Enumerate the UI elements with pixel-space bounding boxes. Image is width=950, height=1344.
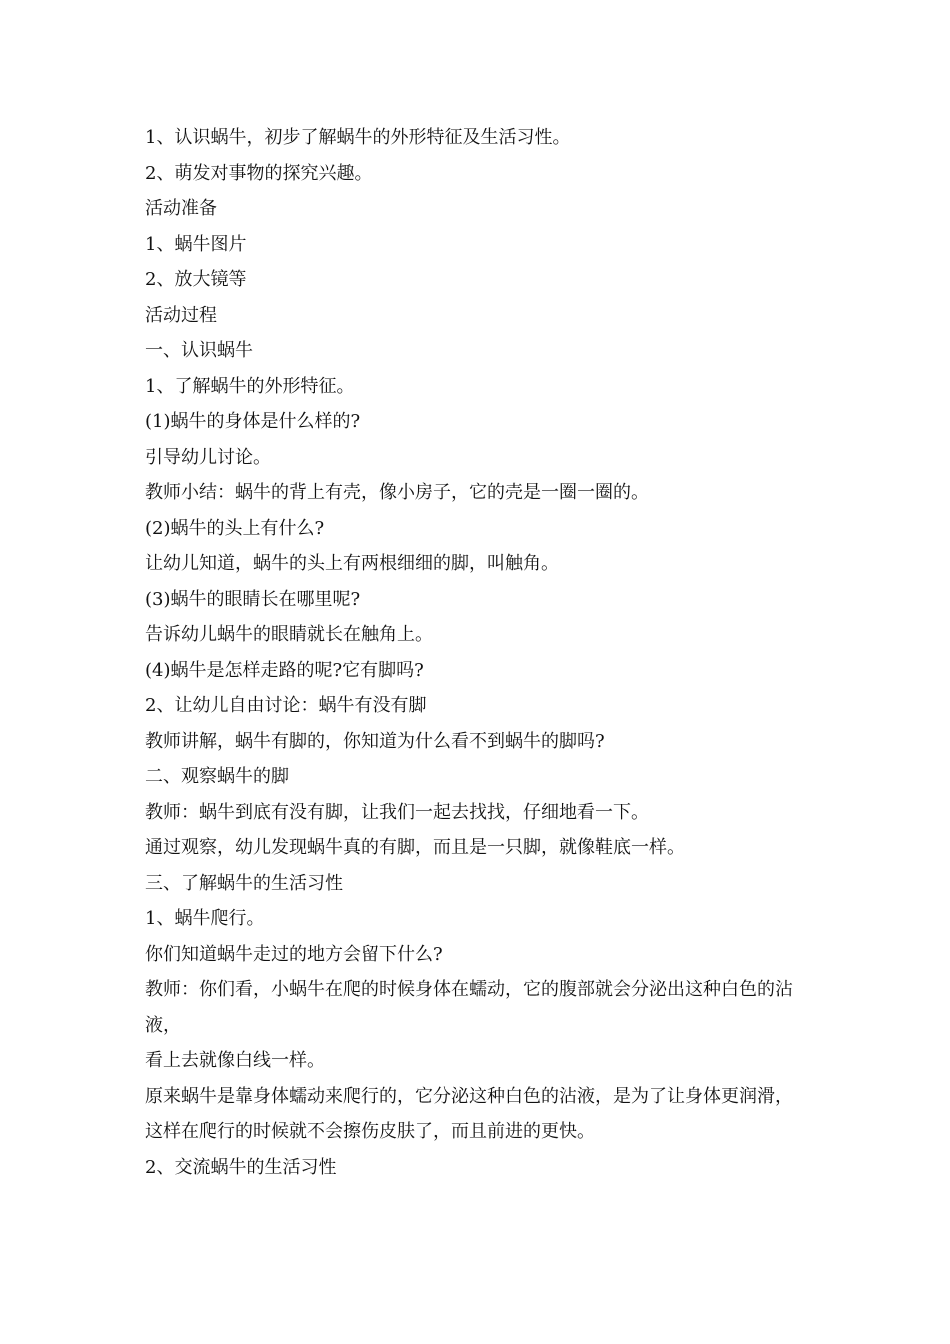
text-line: 1、了解蜗牛的外形特征。: [145, 375, 355, 397]
text-line: 通过观察，幼儿发现蜗牛真的有脚，而且是一只脚，就像鞋底一样。: [145, 837, 685, 858]
text-line: (3)蜗牛的眼睛长在哪里呢?: [145, 588, 361, 610]
text-line: 让幼儿知道，蜗牛的头上有两根细细的脚，叫触角。: [145, 553, 559, 574]
text-line: 教师讲解，蜗牛有脚的，你知道为什么看不到蜗牛的脚吗?: [145, 730, 605, 752]
text-line: (4)蜗牛是怎样走路的呢?它有脚吗?: [145, 659, 424, 681]
text-line: 这样在爬行的时候就不会擦伤皮肤了，而且前进的更快。: [145, 1121, 595, 1142]
section-heading: 活动过程: [145, 304, 217, 326]
text-line: 1、认识蜗牛，初步了解蜗牛的外形特征及生活习性。: [145, 127, 571, 148]
text-line: 看上去就像白线一样。: [145, 1050, 325, 1071]
text-line: (1)蜗牛的身体是什么样的?: [145, 411, 361, 432]
text-line: 教师小结：蜗牛的背上有壳，像小房子，它的壳是一圈一圈的。: [145, 482, 649, 503]
text-line: 引导幼儿讨论。: [145, 446, 271, 468]
text-line: 教师：蜗牛到底有没有脚，让我们一起去找找，仔细地看一下。: [145, 801, 649, 823]
text-line: 你们知道蜗牛走过的地方会留下什么?: [145, 943, 443, 965]
section-heading: 一、认识蜗牛: [145, 340, 253, 361]
text-line: 原来蜗牛是靠身体蠕动来爬行的，它分泌这种白色的沾液，是为了让身体更润滑，: [145, 1085, 793, 1107]
document-body: [145, 120, 810, 1185]
section-heading: 活动准备: [145, 198, 217, 219]
text-line: 2、让幼儿自由讨论：蜗牛有没有脚: [145, 695, 427, 716]
text-line: 教师：你们看，小蜗牛在爬的时候身体在蠕动，它的腹部就会分泌出这种白色的沾液，: [145, 979, 793, 1036]
text-line: 告诉幼儿蜗牛的眼睛就长在触角上。: [145, 624, 433, 645]
text-line: 2、交流蜗牛的生活习性: [145, 1156, 337, 1178]
text-line: 1、蜗牛爬行。: [145, 908, 265, 929]
section-heading: 二、观察蜗牛的脚: [145, 766, 289, 787]
section-heading: 三、了解蜗牛的生活习性: [145, 872, 343, 894]
text-line: 2、放大镜等: [145, 269, 247, 290]
text-line: 2、萌发对事物的探究兴趣。: [145, 162, 373, 184]
text-line: (2)蜗牛的头上有什么?: [145, 517, 325, 539]
text-line: 1、蜗牛图片: [145, 233, 247, 255]
